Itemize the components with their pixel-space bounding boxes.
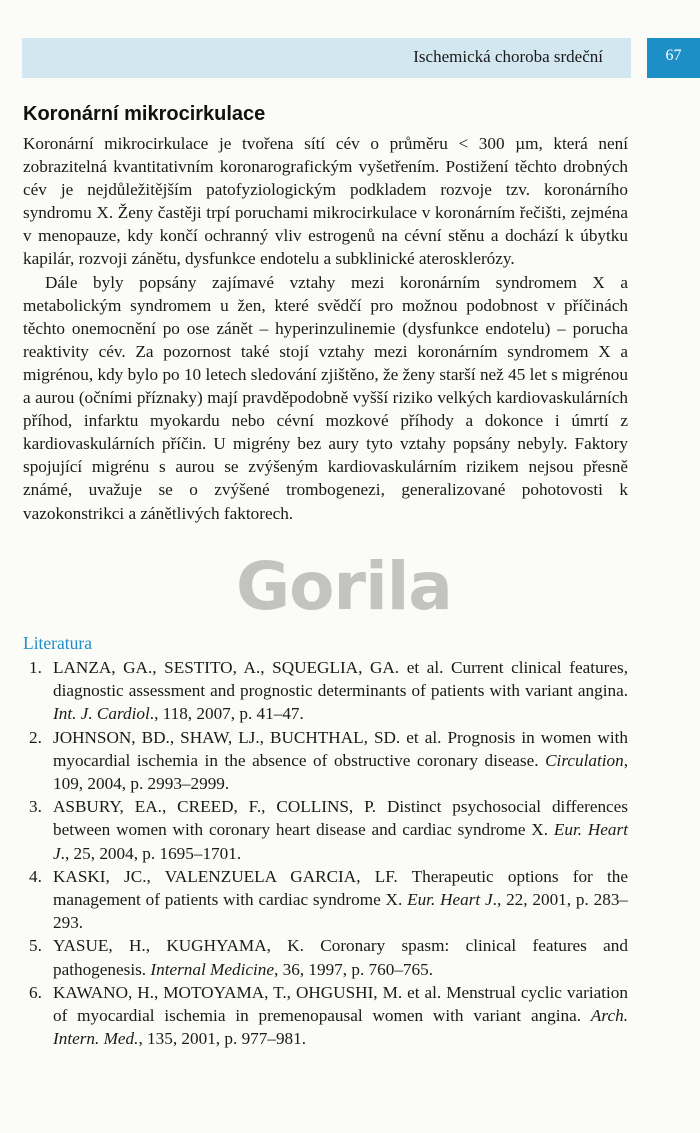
reference-text: ASBURY, EA., CREED, F., COLLINS, P. Distinct psychosocial differences between women with coronary heart disease and cardiac syndrome X. [53,797,628,840]
reference-text: KASKI, JC., VALENZUELA GARCIA, LF. Therapeutic options for the management of patients with cardiac syndrome X. [53,866,628,910]
reference-list [23,656,628,1050]
reference-journal: Int. J. Cardiol [53,704,150,724]
reference-item [23,981,628,1051]
running-header-band [22,38,631,78]
reference-number: 1. [29,658,42,677]
reference-number: 5. [29,936,42,956]
reference-text: LANZA, GA., SESTITO, A., SQUEGLIA, GA. et al. Current clinical features, diagnostic assessment and prognostic determinants of patients with variant angina. [53,658,628,701]
page-number-box [647,38,700,78]
reference-text: YASUE, H., KUGHYAMA, K. Coronary spasm: clinical features and pathogenesis. [53,936,628,979]
paragraph: Koronární mikrocirkulace je tvořena sítí cév o průměru < 300 µm, která není zobrazitelná kvantitativním koronarografickým vyšetřením. Postižení těchto drobných cév je nejdůležitějším patofyziologickým podkladem rozvoje tzv. koronárního syndromu X. Ženy častěji trpí poruchami mikrocirkulace v koronárním řečišti, zejména v menopauze, kdy končí ochranný vliv estrogenů na cévní stěnu a dochází k úbytku kapilár, rozvoji zánětu, dysfunkce endotelu a subklinické aterosklerózy. [23,134,628,269]
reference-item [23,865,628,935]
reference-number: 2. [29,727,42,747]
reference-details: , 135, 2001, p. 977–981. [138,1029,307,1049]
running-title: Ischemická choroba srdeční [413,47,603,66]
reference-item [23,726,628,796]
paragraph: Dále byly popsány zajímavé vztahy mezi koronárním syndromem X a metabolickým syndromem u žen, které svědčí pro možnou podobnost v příčinách těchto onemocnění po ose zánět – hyperinzulinemie (dysfunkce endotelu) – porucha reaktivity cév. Za pozornost také stojí vztahy mezi koronárním syndromem X a migrénou, kdy bylo po 10 letech sledování zjištěno, že ženy starší než 45 let s migrénou a aurou (očními příznaky) mají pravděpodobně vyšší riziko velkých kardiovaskulárních příhod, infarktu myokardu nebo cévní mozkové příhody a dokonce i úmrtí z kardiovaskulárních příčin. U migrény bez aury tyto vztahy popsány nebyly. Faktory spojující migrénu s aurou se zvýšeným kardiovaskulárním rizikem nejsou přesně známé, uvažuje se o zvýšené trombogenezi, generalizované pohotovosti k vazokonstrikci a zánětlivých faktorech. [23,272,628,523]
reference-number: 4. [29,866,42,886]
reference-details: ., 22, 2001, p. 283–293. [53,890,629,933]
reference-journal: Circulation [545,750,624,770]
reference-number: 3. [29,797,42,817]
reference-item [23,795,628,865]
body-text [23,132,628,525]
reference-journal: Eur. Heart J [53,820,628,863]
section-heading: Koronární mikrocirkulace [23,103,266,125]
reference-journal: Eur. Heart J [407,890,493,910]
reference-journal: Internal Medicine [150,959,275,979]
reference-details: , 36, 1997, p. 760–765. [274,959,433,979]
reference-item [23,934,628,980]
page-number: 67 [665,47,682,64]
reference-details: ., 118, 2007, p. 41–47. [149,704,304,724]
reference-details: ., 25, 2004, p. 1695–1701. [60,843,242,863]
reference-item [23,656,628,726]
reference-details: , 109, 2004, p. 2993–2999. [53,750,628,794]
watermark-logo: Gorila [236,548,452,625]
reference-number: 6. [29,982,42,1002]
literature-heading: Literatura [23,633,92,653]
reference-journal: Arch. Intern. Med. [53,1006,628,1049]
reference-text: KAWANO, H., MOTOYAMA, T., OHGUSHI, M. et al. Menstrual cyclic variation of myocardial ischemia in premenopausal women with variant angina. [53,982,628,1026]
reference-text: JOHNSON, BD., SHAW, LJ., BUCHTHAL, SD. et al. Prognosis in women with myocardial ischemia in the absence of obstructive coronary disease. [53,727,628,770]
